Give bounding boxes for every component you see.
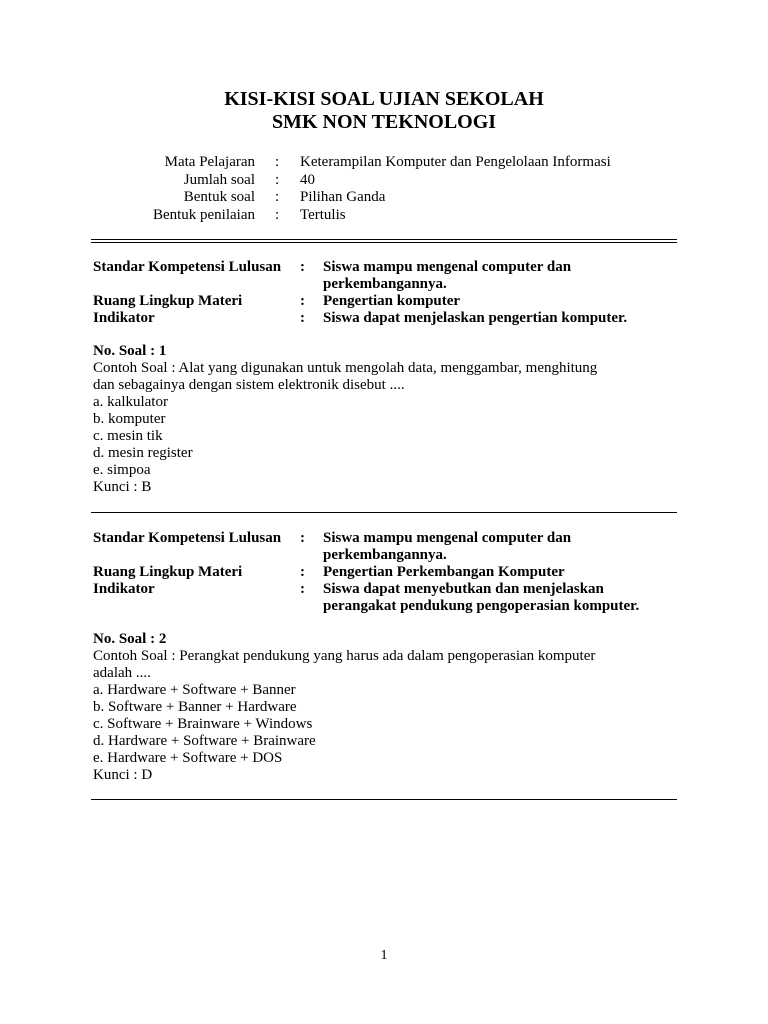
- meta-label: Bentuk soal: [183, 189, 255, 205]
- question-text: dan sebagainya dengan sistem elektronik disebut ....: [93, 377, 405, 393]
- skl-row: [93, 530, 683, 564]
- skl-label: Standar Kompetensi Lulusan: [93, 530, 282, 546]
- meta-value: 40: [300, 171, 315, 188]
- skl-value: Siswa mampu mengenal computer dan perkembangannya.: [323, 530, 572, 563]
- section-divider: [91, 512, 677, 513]
- scope-value: Pengertian Perkembangan Komputer: [323, 564, 565, 580]
- separator: :: [300, 310, 305, 326]
- meta-label: Mata Pelajaran: [164, 154, 255, 170]
- indicator-row: [93, 581, 683, 615]
- document-subtitle: SMK NON TEKNOLOGI: [271, 111, 497, 133]
- question-block-2: [93, 530, 683, 784]
- meta-row-type: [0, 189, 768, 207]
- meta-value: Keterampilan Komputer dan Pengelolaan Informasi: [300, 154, 611, 170]
- meta-separator: :: [275, 206, 280, 223]
- skl-row: [93, 259, 683, 293]
- question-number: No. Soal : 1: [93, 343, 167, 359]
- meta-separator: :: [275, 171, 280, 188]
- scope-row: [93, 564, 683, 581]
- option-e: e. Hardware + Software + DOS: [93, 750, 283, 766]
- meta-value: Pilihan Ganda: [300, 189, 386, 205]
- separator: :: [300, 293, 305, 309]
- option-c: c. mesin tik: [93, 428, 163, 444]
- option-d: d. mesin register: [93, 445, 193, 461]
- indicator-label: Indikator: [93, 581, 155, 597]
- indicator-value: Siswa dapat menyebutkan dan menjelaskan perangakat pendukung pengoperasian komputer.: [323, 581, 640, 614]
- scope-label: Ruang Lingkup Materi: [93, 564, 243, 580]
- document-title: KISI-KISI SOAL UJIAN SEKOLAH: [224, 88, 544, 110]
- meta-separator: :: [275, 154, 280, 170]
- option-a: a. kalkulator: [93, 394, 168, 410]
- meta-label: Jumlah soal: [183, 171, 255, 188]
- option-b: b. komputer: [93, 411, 166, 427]
- question-text: adalah ....: [93, 665, 151, 681]
- separator: :: [300, 564, 305, 580]
- answer-key: Kunci : B: [93, 479, 152, 495]
- scope-label: Ruang Lingkup Materi: [93, 293, 243, 309]
- meta-value: Tertulis: [300, 206, 346, 223]
- scope-value: Pengertian komputer: [323, 293, 461, 309]
- question-text: Contoh Soal : Alat yang digunakan untuk mengolah data, menggambar, menghitung: [93, 360, 598, 376]
- indicator-row: [93, 310, 683, 327]
- question-block-1: [93, 259, 683, 496]
- meta-row-assessment: [0, 207, 768, 225]
- skl-label: Standar Kompetensi Lulusan: [93, 259, 282, 275]
- indicator-label: Indikator: [93, 310, 155, 326]
- question-text: Contoh Soal : Perangkat pendukung yang harus ada dalam pengoperasian komputer: [93, 648, 596, 664]
- separator: :: [300, 581, 305, 597]
- section-divider: [91, 799, 677, 800]
- meta-label: Bentuk penilaian: [152, 206, 255, 223]
- indicator-value: Siswa dapat menjelaskan pengertian komputer.: [323, 310, 628, 326]
- question-number: No. Soal : 2: [93, 631, 167, 647]
- page-number: 1: [380, 948, 388, 963]
- option-a: a. Hardware + Software + Banner: [93, 682, 296, 698]
- meta-separator: :: [275, 189, 280, 205]
- meta-row-count: [0, 172, 768, 190]
- meta-info: [0, 154, 768, 224]
- section-divider: [91, 239, 677, 243]
- separator: :: [300, 530, 305, 546]
- option-e: e. simpoa: [93, 462, 151, 478]
- option-c: c. Software + Brainware + Windows: [93, 716, 313, 732]
- skl-value: Siswa mampu mengenal computer dan perkembangannya.: [323, 259, 572, 292]
- option-d: d. Hardware + Software + Brainware: [93, 733, 316, 749]
- answer-key: Kunci : D: [93, 767, 153, 783]
- option-b: b. Software + Banner + Hardware: [93, 699, 297, 715]
- meta-row-subject: [0, 154, 768, 172]
- separator: :: [300, 259, 305, 275]
- scope-row: [93, 293, 683, 310]
